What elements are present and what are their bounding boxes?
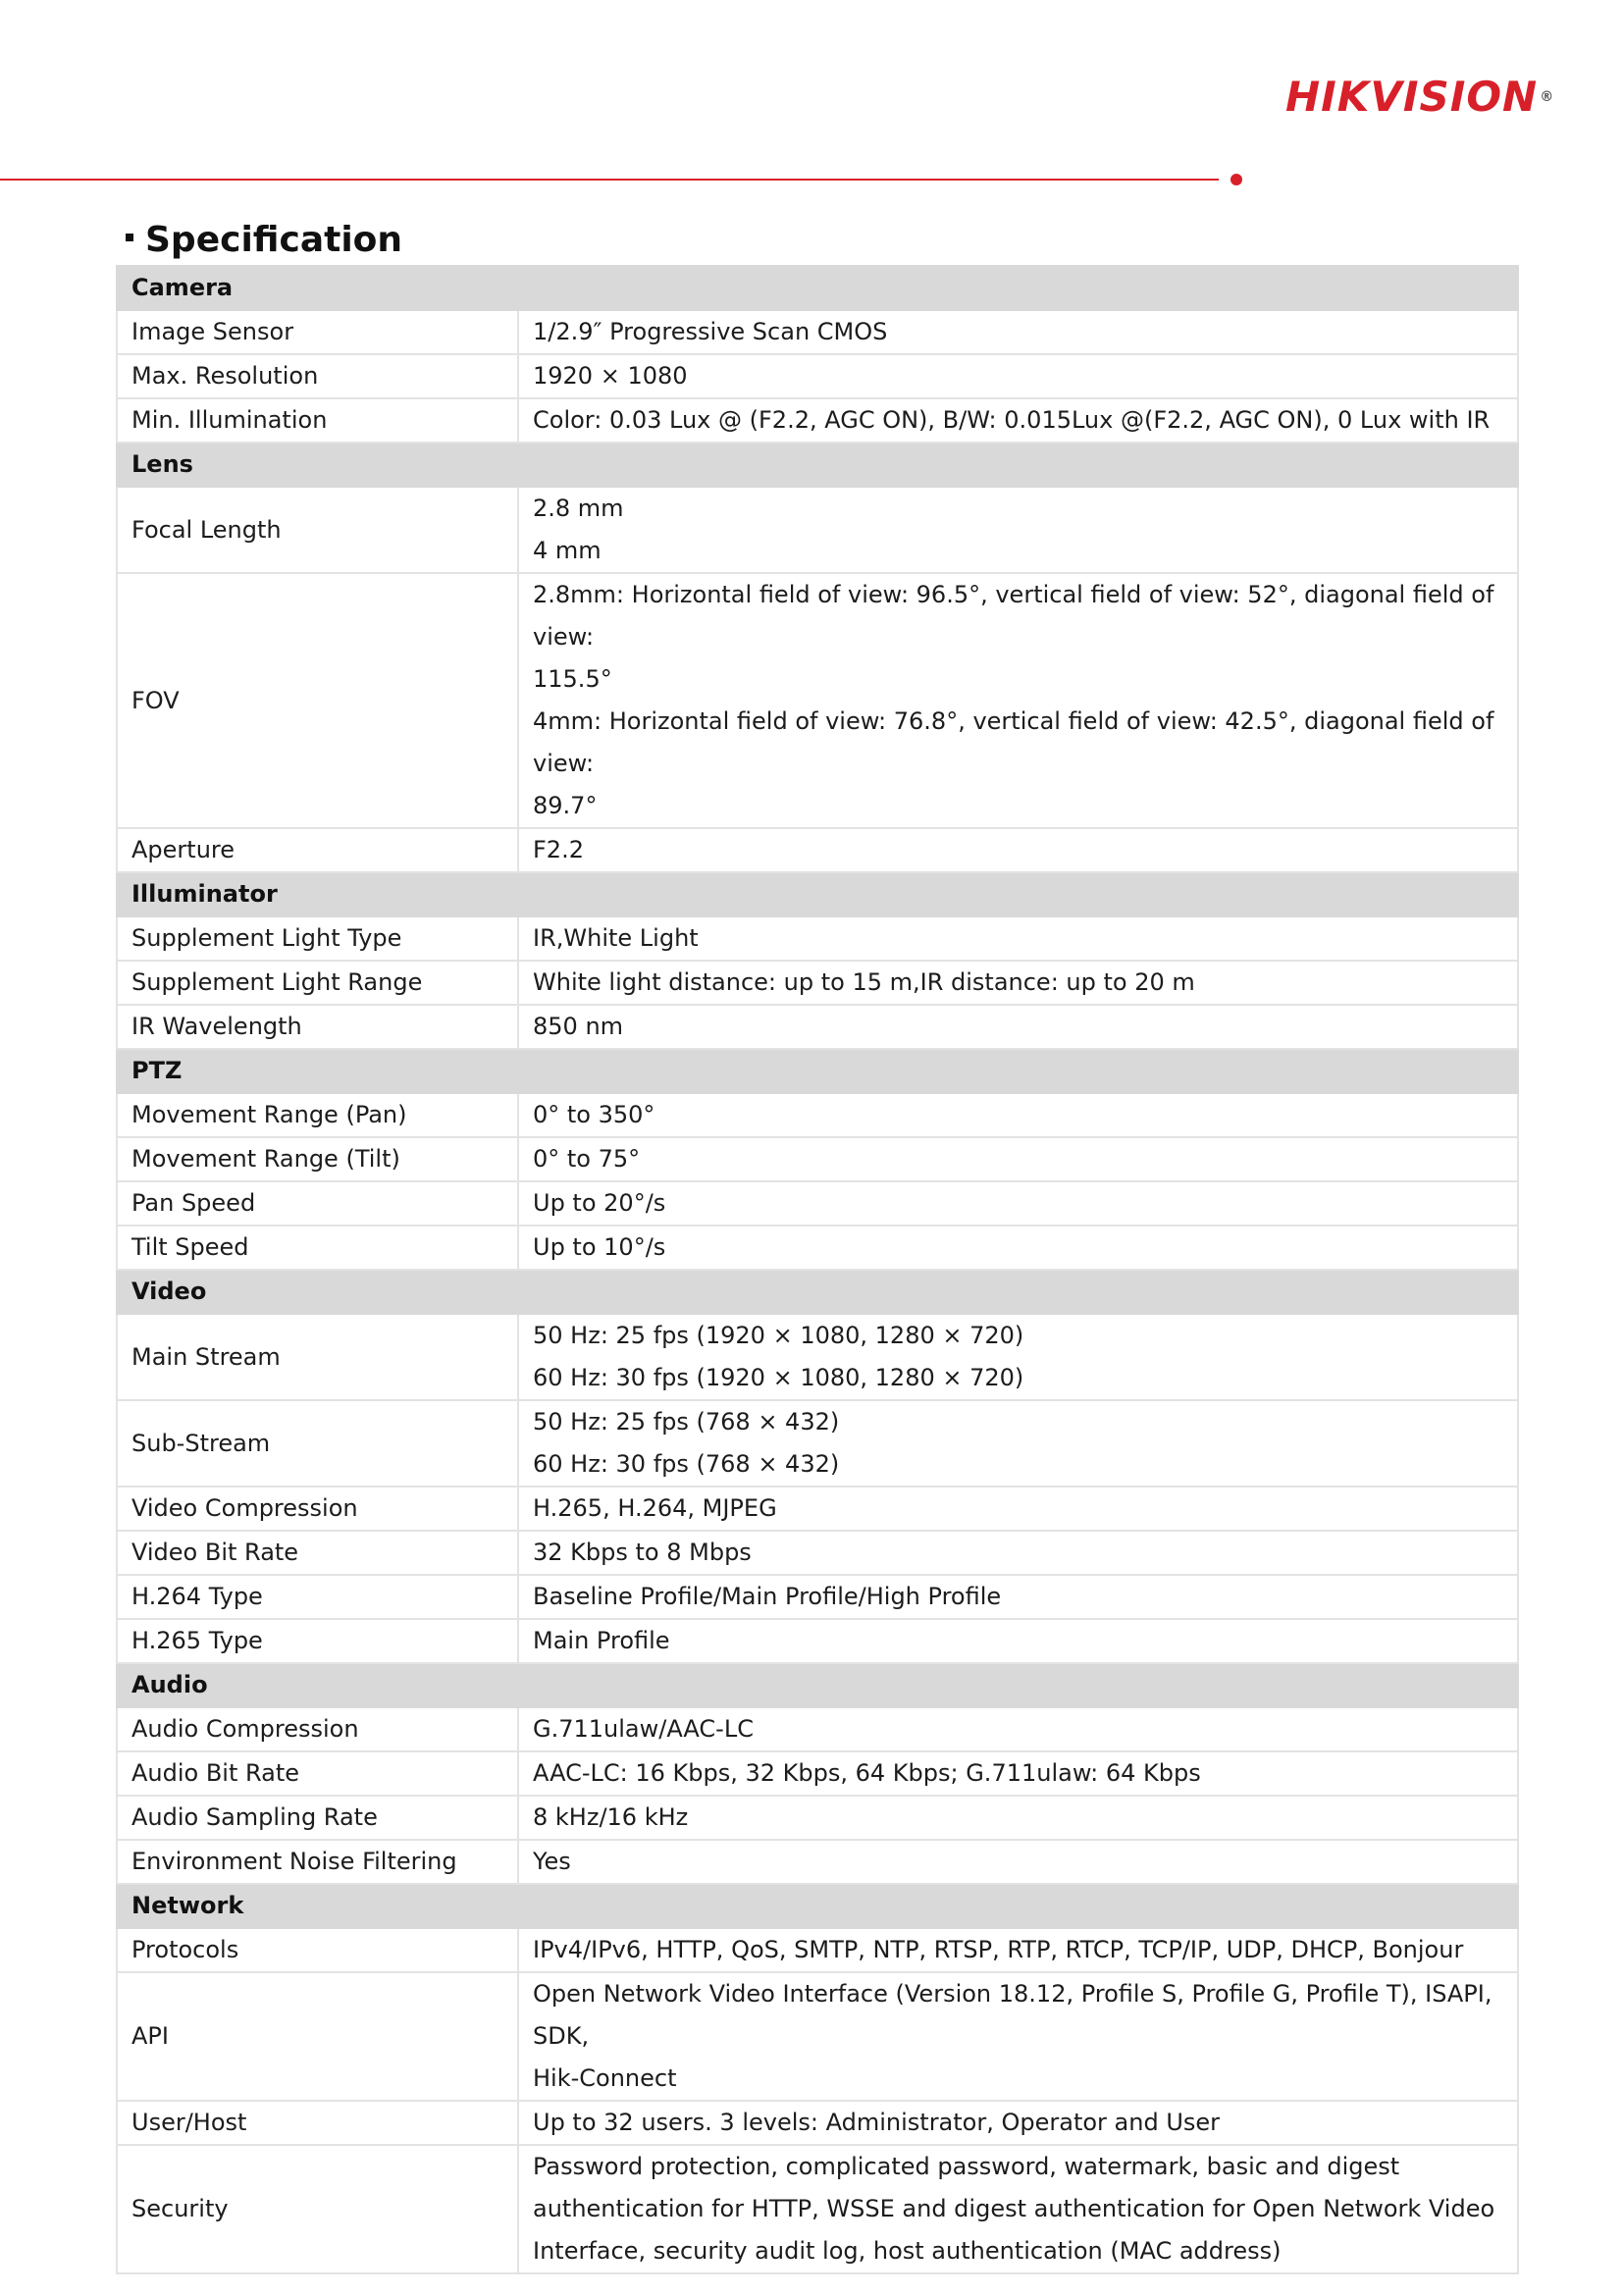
spec-row — [117, 828, 1518, 872]
spec-row — [117, 1928, 1518, 1972]
spec-label: Pan Speed — [117, 1181, 518, 1226]
spec-value-line: 115.5° — [533, 665, 612, 693]
spec-row — [117, 1487, 1518, 1531]
spec-value — [518, 1181, 1518, 1226]
spec-value-line: G.711ulaw/AAC-LC — [533, 1715, 754, 1743]
category-row — [117, 1884, 1518, 1928]
spec-label: Max. Resolution — [117, 354, 518, 398]
spec-row — [117, 1619, 1518, 1663]
spec-value-line: Baseline Profile/Main Profile/High Profile — [533, 1583, 1002, 1610]
category-row — [117, 1270, 1518, 1314]
spec-label: Movement Range (Tilt) — [117, 1137, 518, 1181]
spec-row — [117, 1137, 1518, 1181]
spec-row — [117, 1400, 1518, 1487]
spec-label: Sub-Stream — [117, 1400, 518, 1487]
spec-label: H.264 Type — [117, 1575, 518, 1619]
category-spacer — [518, 1884, 1518, 1928]
spec-row — [117, 1796, 1518, 1840]
spec-value — [518, 1796, 1518, 1840]
spec-value — [518, 1531, 1518, 1575]
category-label: Video — [117, 1270, 518, 1314]
spec-label: Environment Noise Filtering — [117, 1840, 518, 1884]
spec-value-line: 50 Hz: 25 fps (1920 × 1080, 1280 × 720) — [533, 1322, 1024, 1349]
spec-label: API — [117, 1972, 518, 2101]
category-spacer — [518, 266, 1518, 310]
spec-label: Audio Sampling Rate — [117, 1796, 518, 1840]
spec-label: Main Stream — [117, 1314, 518, 1400]
spec-value-line: 8 kHz/16 kHz — [533, 1803, 689, 1831]
category-row — [117, 1049, 1518, 1093]
spec-value-line: White light distance: up to 15 m,IR distance: up to 20 m — [533, 968, 1195, 996]
category-label: Lens — [117, 443, 518, 487]
spec-value-line: 4 mm — [533, 537, 602, 564]
spec-value — [518, 487, 1518, 573]
spec-value-line: 89.7° — [533, 792, 598, 819]
category-row — [117, 872, 1518, 916]
spec-row — [117, 1314, 1518, 1400]
spec-value — [518, 1751, 1518, 1796]
spec-row — [117, 1575, 1518, 1619]
spec-value — [518, 398, 1518, 443]
spec-value — [518, 354, 1518, 398]
category-label: PTZ — [117, 1049, 518, 1093]
spec-value-line: 1/2.9″ Progressive Scan CMOS — [533, 318, 888, 345]
spec-label: Movement Range (Pan) — [117, 1093, 518, 1137]
category-label: Illuminator — [117, 872, 518, 916]
spec-row — [117, 1840, 1518, 1884]
spec-row — [117, 310, 1518, 354]
spec-value — [518, 916, 1518, 961]
spec-row — [117, 1707, 1518, 1751]
spec-label: Tilt Speed — [117, 1226, 518, 1270]
spec-label: Image Sensor — [117, 310, 518, 354]
spec-value — [518, 1840, 1518, 1884]
spec-row — [117, 1972, 1518, 2101]
spec-value-line: 32 Kbps to 8 Mbps — [533, 1539, 752, 1566]
spec-value-line: H.265, H.264, MJPEG — [533, 1494, 777, 1522]
spec-value-line: Yes — [533, 1848, 571, 1875]
spec-value-line: 850 nm — [533, 1013, 624, 1040]
category-row — [117, 1663, 1518, 1707]
spec-value-line: 4mm: Horizontal field of view: 76.8°, vertical field of view: 42.5°, diagonal field of view: — [533, 707, 1494, 777]
spec-label: User/Host — [117, 2101, 518, 2145]
spec-label: FOV — [117, 573, 518, 828]
spec-value — [518, 1400, 1518, 1487]
spec-value — [518, 828, 1518, 872]
hikvision-logo: HIKVISION ® — [1285, 73, 1555, 121]
square-bullet-icon — [126, 234, 133, 241]
spec-row — [117, 1226, 1518, 1270]
spec-value-line: 50 Hz: 25 fps (768 × 432) — [533, 1408, 840, 1435]
spec-value-line: Up to 32 users. 3 levels: Administrator, Operator and User — [533, 2109, 1221, 2136]
spec-row — [117, 398, 1518, 443]
spec-label: Aperture — [117, 828, 518, 872]
spec-row — [117, 2145, 1518, 2273]
spec-value — [518, 2101, 1518, 2145]
spec-value-line: Interface, security audit log, host authentication (MAC address) — [533, 2237, 1282, 2265]
spec-value-line: 60 Hz: 30 fps (1920 × 1080, 1280 × 720) — [533, 1364, 1024, 1391]
category-row — [117, 443, 1518, 487]
spec-label: Focal Length — [117, 487, 518, 573]
spec-value-line: IPv4/IPv6, HTTP, QoS, SMTP, NTP, RTSP, RTP, RTCP, TCP/IP, UDP, DHCP, Bonjour — [533, 1936, 1464, 1963]
header-divider-line — [0, 179, 1219, 181]
spec-label: Supplement Light Type — [117, 916, 518, 961]
spec-value-line: 60 Hz: 30 fps (768 × 432) — [533, 1450, 840, 1478]
section-heading: Specification — [126, 220, 402, 260]
spec-value — [518, 1314, 1518, 1400]
spec-row — [117, 1005, 1518, 1049]
spec-value-line: authentication for HTTP, WSSE and digest authentication for Open Network Video — [533, 2195, 1495, 2222]
category-label: Network — [117, 1884, 518, 1928]
spec-value-line: Open Network Video Interface (Version 18.12, Profile S, Profile G, Profile T), ISAPI, SDK, — [533, 1980, 1492, 2050]
category-label: Camera — [117, 266, 518, 310]
spec-row — [117, 1751, 1518, 1796]
spec-value — [518, 1707, 1518, 1751]
spec-row — [117, 1093, 1518, 1137]
spec-row — [117, 487, 1518, 573]
spec-label: Supplement Light Range — [117, 961, 518, 1005]
spec-label: Audio Compression — [117, 1707, 518, 1751]
spec-value-line: 2.8 mm — [533, 495, 624, 522]
spec-value-line: 0° to 75° — [533, 1145, 641, 1173]
spec-value — [518, 1619, 1518, 1663]
spec-row — [117, 1181, 1518, 1226]
spec-value-line: F2.2 — [533, 836, 584, 863]
spec-label: H.265 Type — [117, 1619, 518, 1663]
spec-row — [117, 1531, 1518, 1575]
spec-value-line: Main Profile — [533, 1627, 670, 1654]
category-label: Audio — [117, 1663, 518, 1707]
spec-value — [518, 310, 1518, 354]
category-spacer — [518, 1270, 1518, 1314]
category-spacer — [518, 872, 1518, 916]
spec-value-line: Color: 0.03 Lux @ (F2.2, AGC ON), B/W: 0.015Lux @(F2.2, AGC ON), 0 Lux with IR — [533, 406, 1491, 434]
spec-row — [117, 2101, 1518, 2145]
spec-value-line: Up to 10°/s — [533, 1233, 666, 1261]
spec-value — [518, 961, 1518, 1005]
spec-value-line: 2.8mm: Horizontal field of view: 96.5°, vertical field of view: 52°, diagonal field of view: — [533, 581, 1494, 651]
spec-label: IR Wavelength — [117, 1005, 518, 1049]
spec-row — [117, 961, 1518, 1005]
category-spacer — [518, 1049, 1518, 1093]
category-spacer — [518, 1663, 1518, 1707]
spec-value — [518, 1137, 1518, 1181]
spec-value — [518, 1226, 1518, 1270]
spec-value — [518, 1575, 1518, 1619]
spec-value — [518, 1487, 1518, 1531]
spec-label: Protocols — [117, 1928, 518, 1972]
spec-label: Security — [117, 2145, 518, 2273]
spec-value — [518, 1093, 1518, 1137]
spec-value-line: Hik-Connect — [533, 2064, 677, 2092]
spec-value — [518, 573, 1518, 828]
spec-value-line: Up to 20°/s — [533, 1189, 666, 1217]
spec-value-line: 1920 × 1080 — [533, 362, 688, 390]
spec-label: Video Compression — [117, 1487, 518, 1531]
spec-row — [117, 916, 1518, 961]
spec-value — [518, 1005, 1518, 1049]
spec-value-line: Password protection, complicated password, watermark, basic and digest — [533, 2153, 1400, 2180]
specification-table — [116, 265, 1519, 2274]
spec-value — [518, 1928, 1518, 1972]
category-spacer — [518, 443, 1518, 487]
spec-value — [518, 1972, 1518, 2101]
spec-label: Audio Bit Rate — [117, 1751, 518, 1796]
spec-value-line: 0° to 350° — [533, 1101, 655, 1128]
spec-label: Video Bit Rate — [117, 1531, 518, 1575]
spec-row — [117, 573, 1518, 828]
spec-value — [518, 2145, 1518, 2273]
spec-value-line: IR,White Light — [533, 924, 699, 952]
header-divider-dot — [1230, 174, 1242, 185]
spec-label: Min. Illumination — [117, 398, 518, 443]
spec-value-line: AAC-LC: 16 Kbps, 32 Kbps, 64 Kbps; G.711ulaw: 64 Kbps — [533, 1759, 1201, 1787]
category-row — [117, 266, 1518, 310]
spec-row — [117, 354, 1518, 398]
